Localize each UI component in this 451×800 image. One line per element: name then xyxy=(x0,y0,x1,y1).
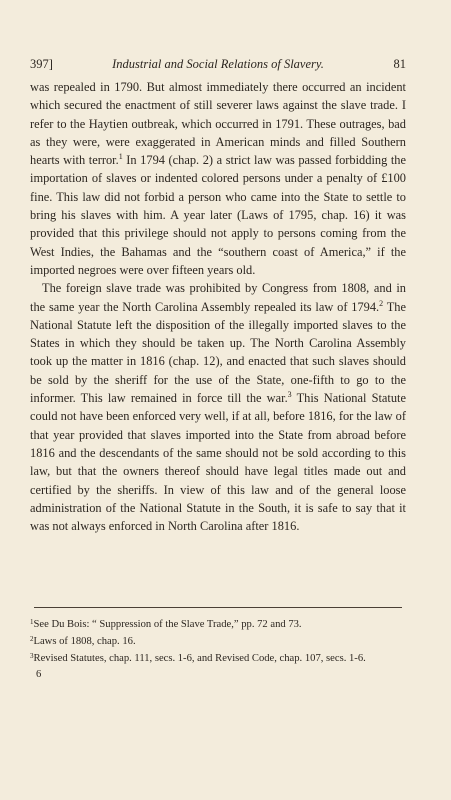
footnote-1-text: See Du Bois: “ Suppression of the Slave Trade,” pp. 72 and 73. xyxy=(33,619,302,630)
page-number: 81 xyxy=(393,57,406,71)
footnote-2 xyxy=(30,632,406,649)
body-text xyxy=(30,78,406,535)
footnote-3 xyxy=(30,649,406,666)
page-reference: 397] xyxy=(30,57,53,71)
footnote-1 xyxy=(30,615,406,632)
footnote-3-text: Revised Statutes, chap. 111, secs. 1-6, and Revised Code, chap. 107, secs. 1-6. xyxy=(33,653,366,665)
paragraph-2-part-b: The National Statute left the disposition of the illegally imported slaves to the States in which they should be taken up. The North Carolina Assembly took up the matter in 1816 (chap. 12), and enacted that such slaves should be sold by the sheriff for the use of the State, one-fifth to go to the informer. This law remained in force till the war. xyxy=(30,299,407,406)
paragraph-2-part-c: This National Statute could not have been enforced very well, if at all, before 1816, for the law of that year provided that slaves imported into the State from abroad before 1816 and the descendants of the same should not be sold according to this law, but that the owners thereof should have legal titles made out and certified by the sheriffs. In view of this law and of the general loose administration of the National Statute in the South, it is safe to say that it was not always enforced in North Carolina after 1816. xyxy=(30,391,406,534)
paragraph-1-part-a: was repealed in 1790. But almost immediately there occurred an incident which secured the enactment of still severer laws against the slave trade. I refer to the Haytien outbreak, which occurred in 1791. These outrages, bad as they were, were exaggerated in American minds and filled Southern hearts with terror. xyxy=(30,80,406,168)
footnote-2-text: Laws of 1808, chap. 16. xyxy=(33,636,136,648)
footnote-2-mark: 2 xyxy=(30,635,34,644)
footnotes xyxy=(30,615,406,682)
running-title: Industrial and Social Relations of Slavery. xyxy=(112,57,324,71)
footnote-ref-1: 1 xyxy=(118,152,123,162)
footnote-3-mark: 3 xyxy=(30,652,34,661)
footnote-ref-3: 3 xyxy=(287,390,292,400)
signature-mark: 6 xyxy=(36,668,42,680)
footnote-ref-2: 2 xyxy=(379,298,384,308)
paragraph-2-part-a: The foreign slave trade was prohibited by Congress from 1808, and in the same year the North Carolina Assembly repealed its law of 1794. xyxy=(30,281,406,314)
paragraph-1-part-b: In 1794 (chap. 2) a strict law was passed forbidding the importation of slaves or indented colored persons under a penalty of £100 fine. This law did not forbid a person who came into the State to settle to bring his slaves with him. A year later (Laws of 1795, chap. 16) it was provided that this privilege should not apply to persons coming from the West Indies, the Bahamas and the “southern coast of America,” if the imported negroes were over fifteen years old. xyxy=(30,153,406,277)
running-header xyxy=(30,57,406,75)
paragraph-2 xyxy=(30,279,406,535)
footnote-divider xyxy=(34,607,402,608)
footnote-1-mark: 1 xyxy=(30,618,34,626)
paragraph-1 xyxy=(30,78,406,279)
